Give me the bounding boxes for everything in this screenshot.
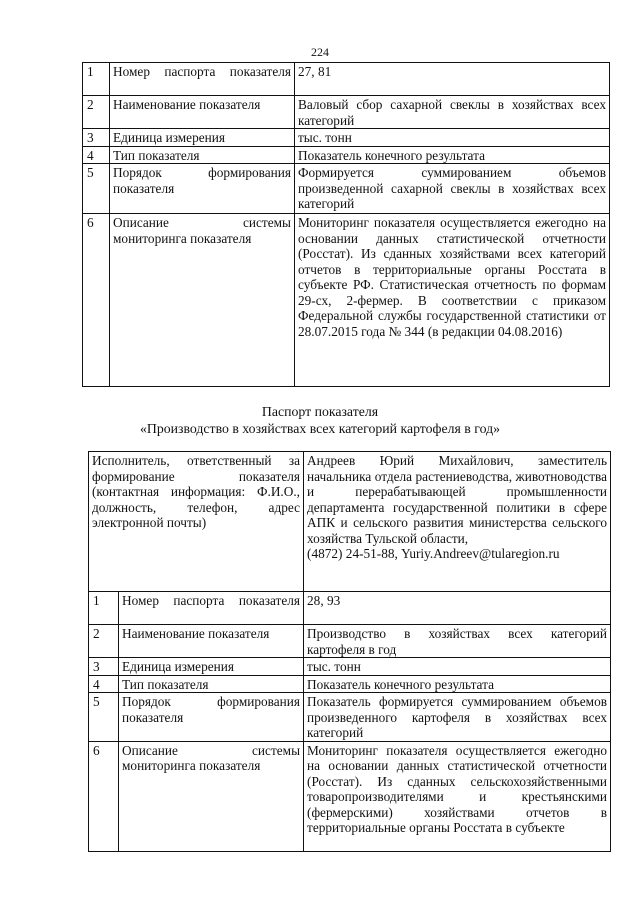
- row-label: Порядок формирования показателя: [119, 693, 304, 742]
- indicator-passport-table-potato: [88, 451, 611, 852]
- table-row: [89, 741, 611, 851]
- row-value: тыс. тонн: [295, 129, 610, 147]
- table-row: [89, 693, 611, 742]
- row-label: Тип показателя: [110, 146, 295, 164]
- passport-subtitle: «Производство в хозяйствах всех категорий картофеля в год»: [139, 421, 500, 436]
- row-number: 6: [83, 214, 110, 387]
- table-row: [83, 146, 610, 164]
- passport-title: Паспорт показателя: [261, 404, 379, 419]
- executor-contact: (4872) 24-51-88, Yuriy.Andreev@tularegion.ru: [307, 546, 560, 561]
- row-label: Порядок формирования показателя: [110, 164, 295, 214]
- row-number: 4: [89, 675, 119, 693]
- row-value: 27, 81: [295, 63, 610, 96]
- row-label: Номер паспорта показателя: [119, 592, 304, 625]
- table-row: [89, 675, 611, 693]
- table-row: [83, 129, 610, 147]
- row-label: Номер паспорта показателя: [110, 63, 295, 96]
- row-value: тыс. тонн: [304, 658, 611, 676]
- executor-label: Исполнитель, ответственный за формирование показателя (контактная информация: Ф.И.О., должность, телефон, адрес электронной почты): [89, 452, 304, 592]
- row-value: Формируется суммированием объемов произведенной сахарной свеклы в хозяйствах всех категорий: [295, 164, 610, 214]
- table-row: [83, 63, 610, 96]
- row-number: 4: [83, 146, 110, 164]
- indicator-passport-table-sugar-beet: [82, 62, 610, 387]
- row-label: Единица измерения: [119, 658, 304, 676]
- row-label: Тип показателя: [119, 675, 304, 693]
- table-row: [89, 625, 611, 658]
- row-number: 3: [89, 658, 119, 676]
- row-number: 5: [83, 164, 110, 214]
- executor-name-position: Андреев Юрий Михайлович, заместитель начальника отдела растениеводства, животноводства и перерабатывающей промышленности департамента государственной политики в сфере АПК и сельского развития министерства сельского хозяйства Тульской области,: [307, 453, 608, 546]
- executor-value: [304, 452, 611, 592]
- table-row: [83, 164, 610, 214]
- row-number: 2: [83, 96, 110, 129]
- row-value: Валовый сбор сахарной свеклы в хозяйствах всех категорий: [295, 96, 610, 129]
- row-value: Производство в хозяйствах всех категорий картофеля в год: [304, 625, 611, 658]
- row-number: 6: [89, 741, 119, 851]
- row-value: Мониторинг показателя осуществляется ежегодно на основании данных статистической отчетности (Росстат). Из сданных сельскохозяйственными товаропроизводителями и крестьянскими (фермерскими) хозяйствами отчетов в территориальные органы Росстата в субъекте: [304, 741, 611, 851]
- table-row: [89, 658, 611, 676]
- table-row: [89, 592, 611, 625]
- row-label: Описание системы мониторинга показателя: [119, 741, 304, 851]
- row-value: Показатель конечного результата: [295, 146, 610, 164]
- table-row: [83, 214, 610, 387]
- table-row: [83, 96, 610, 129]
- executor-row: [89, 452, 611, 592]
- row-value: 28, 93: [304, 592, 611, 625]
- row-value: Мониторинг показателя осуществляется ежегодно на основании данных статистической отчетности (Росстат). Из сданных хозяйствами всех категорий отчетов в территориальные органы Росстата в субъекте РФ. Статистическая отчетность по формам 29-сх, 2-фермер. В соответствии с приказом Федеральной службы государственной статистики от 28.07.2015 года № 344 (в редакции 04.08.2016): [295, 214, 610, 387]
- row-number: 5: [89, 693, 119, 742]
- row-label: Наименование показателя: [119, 625, 304, 658]
- row-value: Показатель конечного результата: [304, 675, 611, 693]
- row-label: Описание системы мониторинга показателя: [110, 214, 295, 387]
- row-number: 1: [89, 592, 119, 625]
- row-number: 2: [89, 625, 119, 658]
- row-number: 1: [83, 63, 110, 96]
- row-label: Единица измерения: [110, 129, 295, 147]
- row-label: Наименование показателя: [110, 96, 295, 129]
- row-number: 3: [83, 129, 110, 147]
- page-number: 224: [311, 45, 329, 59]
- row-value: Показатель формируется суммированием объемов произведенного картофеля в хозяйствах всех категорий: [304, 693, 611, 742]
